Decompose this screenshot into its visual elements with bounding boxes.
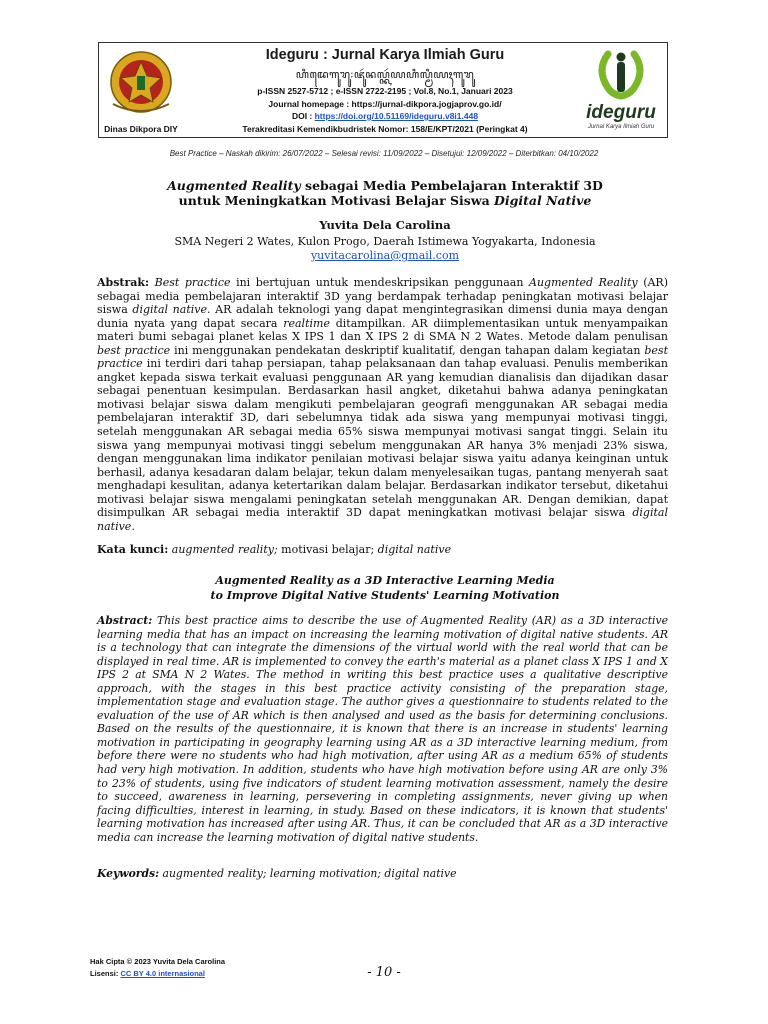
- abstrak-label: Abstrak:: [97, 276, 150, 289]
- title-text-1: sebagai Media Pembelajaran Interaktif 3D: [300, 178, 603, 193]
- abstract-label: Abstract:: [97, 614, 153, 627]
- abstrak-italic: digital native: [132, 303, 207, 317]
- ideguru-logo: [578, 48, 664, 134]
- kata-kunci: [97, 543, 668, 556]
- doi-link[interactable]: https://doi.org/10.51169/ideguru.v8i1.448: [314, 111, 479, 121]
- copyright: Hak Cipta © 2023 Yuvita Dela Carolina: [90, 957, 226, 966]
- journal-homepage: Journal homepage : https://jurnal-dikpora.jogjaprov.go.id/: [268, 99, 502, 109]
- keywords-text: augmented reality; learning motivation; digital native: [159, 867, 457, 880]
- keyword: augmented reality;: [168, 543, 278, 556]
- abstrak-paragraph: [97, 276, 668, 533]
- license-label: Lisensi:: [90, 969, 121, 978]
- abstract-paragraph: [97, 614, 668, 844]
- keywords-en: [97, 867, 668, 880]
- title-italic-1: Augmented Reality: [167, 178, 301, 193]
- submission-dates: Best Practice – Naskah dikirim: 26/07/2022 – Selesai revisi: 11/09/2022 – Disetujui: 12/09/2022 – Diterbitkan: 04/10/2022: [169, 149, 599, 158]
- abstrak-text: .: [131, 519, 135, 533]
- keyword: digital native: [377, 543, 452, 556]
- doi-label: DOI :: [291, 111, 315, 121]
- author-affiliation: SMA Negeri 2 Wates, Kulon Progo, Daerah Istimewa Yogyakarta, Indonesia: [174, 235, 596, 248]
- abstrak-italic: Best practice: [154, 276, 231, 289]
- ideguru-tagline: Jurnal Karya Ilmiah Guru: [587, 124, 655, 130]
- dikpora-caption: Dinas Dikpora DIY: [104, 124, 178, 134]
- kata-kunci-label: Kata kunci:: [97, 543, 169, 556]
- english-title-line1: Augmented Reality as a 3D Interactive Learning Media: [215, 574, 555, 587]
- abstract-text: This best practice aims to describe the use of Augmented Reality (AR) as a 3D interactive learning media that has an impact on increasing the learning motivation of digital native students. AR is a technology that can integrate the dimensions of the virtual world with the real world that can be displayed in real time. AR is implemented to convey the earth's material as a planet class X IPS 1 and X IPS 2 at SMA N 2 Wates. The method in writing this best practice uses a qualitative descriptive approach, with the stages in this best practice activity consisting of the preparation stage, implementation stage and evaluation stage. The author gives a questionnaire to students related to the evaluation of the use of AR which is then analysed and used as the basis for determining conclusions. Based on the results of the questionnaire, it is known that there is an increase in students' learning motivation in participating in geography learning using AR as a 3D interactive learning medium, from before there were no students who had high motivation, after using AR as a medium 65% of students had very high motivation. In addition, students who have high motivation before using AR are only 3% to 23% of students, using five indicators of student learning motivation assessment, namely the desire to succeed, awareness in learning, persevering in completing assignments, never giving up when facing difficulties, interest in learning, in study. Based on these indicators, it is known that students' learning motivation has increased after using AR. Thus, it can be concluded that AR as a 3D interactive media can increase the learning motivation of digital native students.: [97, 614, 668, 844]
- english-title-line2: to Improve Digital Native Students' Learning Motivation: [210, 589, 560, 602]
- keywords-label: Keywords:: [97, 867, 160, 880]
- dikpora-logo: [103, 46, 179, 134]
- ideguru-leaf-icon: [578, 48, 664, 104]
- paper-title-line1: [90, 178, 680, 193]
- abstrak-italic: Augmented Reality: [529, 276, 638, 289]
- abstrak-italic: best practice: [97, 343, 171, 357]
- paper-title-line2: [90, 193, 680, 208]
- abstrak-text: (AR) sebagai media pembelajaran interaktif 3D yang berdampak terhadap peningkatan motivasi belajar siswa: [97, 276, 668, 317]
- javanese-title: ꦲꦶꦢꦺꦒꦸꦫꦸ꧇ꦗꦸꦂꦤꦭ꧀ꦏꦂꦪꦲꦶꦭ꧀ꦩꦶꦪꦃꦒꦸꦫꦸ: [295, 69, 475, 81]
- author-name: Yuvita Dela Carolina: [319, 218, 451, 232]
- abstrak-italic: digital native: [97, 506, 668, 533]
- author-email[interactable]: yuvitacarolina@gmail.com: [310, 249, 460, 262]
- keyword: motivasi belajar;: [277, 543, 378, 556]
- abstrak-text: ditampilkan. AR diimplementasikan untuk menyampaikan materi bumi sebagai planet kelas X IPS 1 dan X IPS 2 di SMA N 2 Wates. Metode dalam penulisan: [97, 316, 668, 344]
- page-number: - 10 -: [367, 965, 401, 980]
- abstrak-text: ini bertujuan untuk mendeskripsikan penggunaan: [230, 276, 529, 289]
- abstrak-italic: best practice: [97, 343, 668, 371]
- title-italic-2: Digital Native: [494, 193, 592, 208]
- accreditation: Terakreditasi Kemendikbudristek Nomor: 158/E/KPT/2021 (Peringkat 4): [242, 124, 528, 134]
- journal-title: Ideguru : Jurnal Karya Ilmiah Guru: [265, 47, 505, 63]
- abstrak-text: ini menggunakan pendekatan deskriptif kualitatif, dengan tahapan dalam kegiatan: [170, 343, 645, 357]
- abstrak-text: ini terdiri dari tahap persiapan, tahap pelaksanaan dan tahap evaluasi. Penulis memberikan angket kepada siswa terkait evaluasi penggunaan AR yang kemudian dianalisis dan dijadikan dasar sebagai penentuan kesimpulan. Berdasarkan hasil angket, diketahui bahwa adanya peningkatan motivasi belajar siswa dalam mengikuti pembelajaran geografi menggunakan AR sebagai media pembelajaran interaktif 3D, dari sebelumnya tidak ada siswa yang mempunyai motivasi tinggi, setelah menggunakan AR sebagai media 65% siswa mempunyai motivasi sangat tinggi. Selain itu siswa yang mempunyai motivasi tinggi sebelum menggunakan AR hanya 3% menjadi 23% siswa, dengan menggunakan lima indikator penilaian motivasi belajar siswa yaitu adanya keinginan untuk berhasil, adanya kesadaran dalam belajar, tekun dalam menyelesaikan tugas, pantang menyerah saat menghadapi kesulitan, adanya ketertarikan dalam belajar. Berdasarkan indikator tersebut, diketahui motivasi belajar siswa mengalami peningkatan setelah menggunakan AR. Dengan demikian, dapat disimpulkan AR sebagai media interaktif 3D dapat meningkatkan motivasi belajar siswa: [97, 357, 668, 520]
- abstrak-italic: realtime: [283, 316, 330, 330]
- abstrak-text: . AR adalah teknologi yang dapat mengintegrasikan dimensi dunia maya dengan dunia nyata yang dapat secara: [97, 303, 668, 330]
- doi-line: [190, 111, 580, 121]
- title-text-2: untuk Meningkatkan Motivasi Belajar Siswa: [178, 193, 495, 208]
- license-link[interactable]: CC BY 4.0 internasional: [120, 969, 205, 978]
- ideguru-wordmark: ideguru: [586, 102, 656, 123]
- issn-info: p-ISSN 2527-5712 ; e-ISSN 2722-2195 ; Vol.8, No.1, Januari 2023: [257, 86, 513, 96]
- crest-icon: [103, 46, 179, 120]
